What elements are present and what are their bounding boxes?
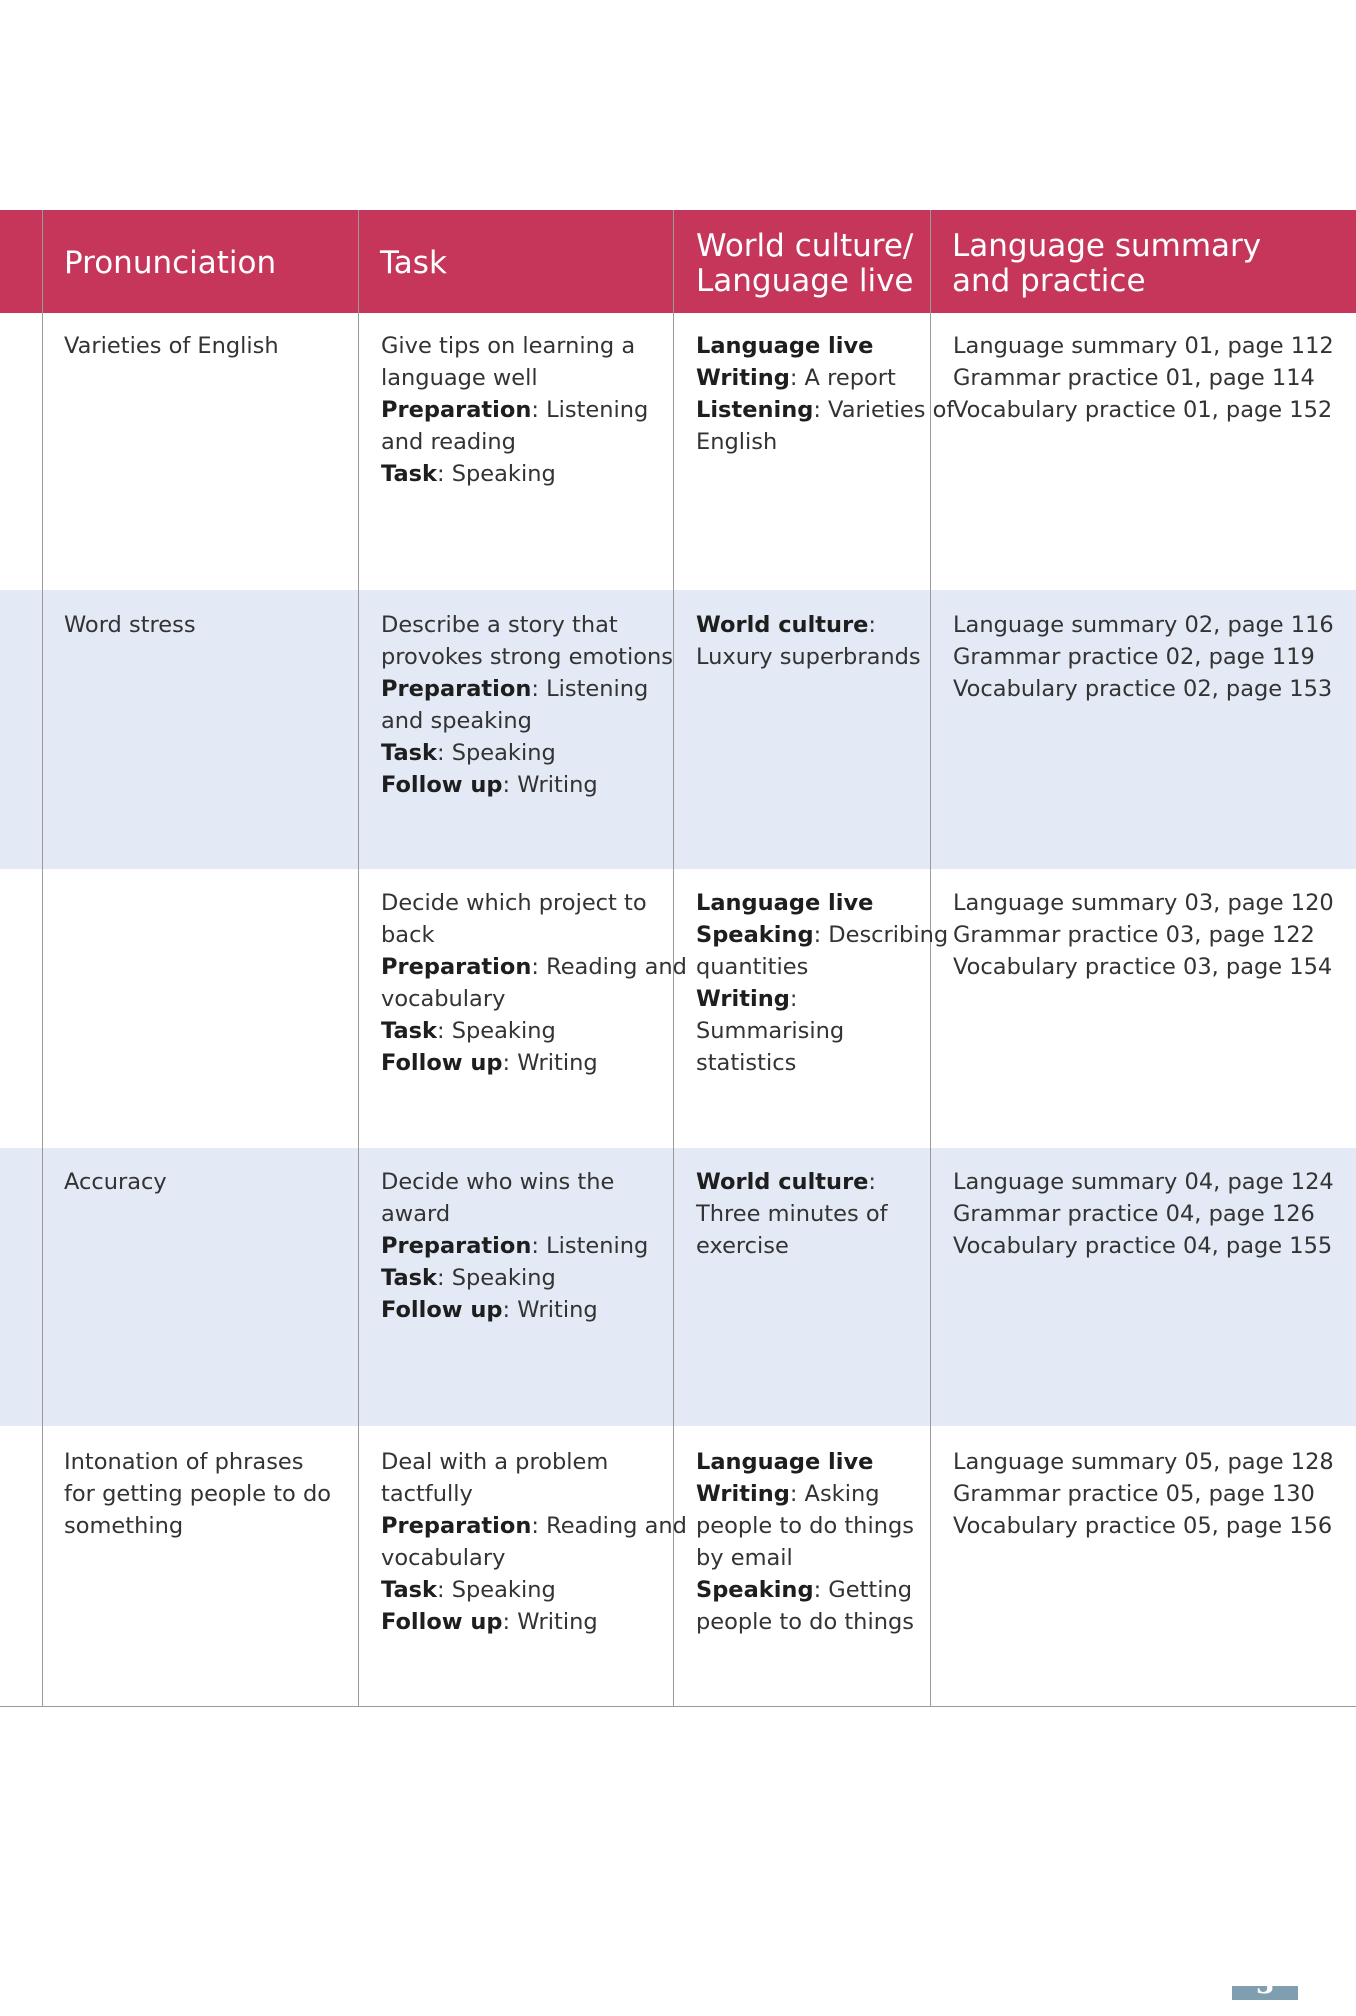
row-4-pronunciation-cell bbox=[64, 1166, 167, 1198]
cell-line: Grammar practice 04, page 126 bbox=[953, 1201, 1315, 1227]
cell-line-bold: Language live bbox=[696, 1449, 874, 1475]
header-task: Task bbox=[380, 245, 447, 281]
cell-line-text: and reading bbox=[381, 429, 516, 455]
cell-line bbox=[381, 951, 687, 983]
cell-line: Language summary 04, page 124 bbox=[953, 1169, 1334, 1195]
cell-line-text: : Describing bbox=[813, 922, 949, 948]
cell-line: Grammar practice 03, page 122 bbox=[953, 922, 1315, 948]
cell-line-text: by email bbox=[696, 1545, 793, 1571]
cell-line-text: : Getting bbox=[813, 1577, 913, 1603]
cell-line-text: : Speaking bbox=[437, 1577, 556, 1603]
cell-line bbox=[696, 1446, 914, 1478]
cell-line bbox=[381, 1262, 648, 1294]
row-2-world-cell bbox=[696, 609, 921, 673]
cell-line-text: : Writing bbox=[502, 1297, 598, 1323]
cell-line-text: : Reading and bbox=[531, 954, 687, 980]
cell-line-bold: Preparation bbox=[381, 676, 532, 702]
cell-line-text: : Speaking bbox=[437, 740, 556, 766]
cell-line bbox=[381, 1606, 687, 1638]
cell-line-bold: Task bbox=[381, 1265, 437, 1291]
cell-line bbox=[381, 1198, 648, 1230]
cell-line-text: statistics bbox=[696, 1050, 797, 1076]
cell-line bbox=[381, 1510, 687, 1542]
cell-line-text: Give tips on learning a bbox=[381, 333, 636, 359]
cell-line-text: : Listening bbox=[531, 397, 649, 423]
cell-line-text: : Speaking bbox=[437, 1018, 556, 1044]
cell-line bbox=[696, 394, 954, 426]
cell-line bbox=[696, 919, 948, 951]
cell-line bbox=[381, 887, 687, 919]
cell-line-text: Deal with a problem bbox=[381, 1449, 609, 1475]
row-5-task-cell bbox=[381, 1446, 687, 1638]
cell-line: Accuracy bbox=[64, 1169, 167, 1195]
cell-line bbox=[696, 1198, 888, 1230]
cell-line bbox=[696, 330, 954, 362]
cell-line-text: provokes strong emotions bbox=[381, 644, 673, 670]
cell-line-text: quantities bbox=[696, 954, 809, 980]
cell-line bbox=[381, 362, 648, 394]
cell-line-text: : Speaking bbox=[437, 461, 556, 487]
cell-line-text: : Asking bbox=[789, 1481, 880, 1507]
cell-line bbox=[381, 1047, 687, 1079]
cell-line-text: Decide which project to bbox=[381, 890, 647, 916]
row-1-task-cell bbox=[381, 330, 648, 490]
row-4-summary-cell bbox=[953, 1166, 1334, 1262]
cell-line: Intonation of phrases bbox=[64, 1449, 304, 1475]
row-1-world-cell bbox=[696, 330, 954, 458]
header-pronunciation: Pronunciation bbox=[64, 245, 277, 281]
cell-line-text: : Listening bbox=[531, 1233, 649, 1259]
cell-line-text: : Writing bbox=[502, 1050, 598, 1076]
cell-line-text: exercise bbox=[696, 1233, 789, 1259]
cell-line-text: : bbox=[789, 986, 798, 1012]
cell-line bbox=[381, 609, 673, 641]
cell-line-bold: Task bbox=[381, 461, 437, 487]
row-5-summary-cell bbox=[953, 1446, 1334, 1542]
cell-line-bold: Follow up bbox=[381, 772, 503, 798]
cell-line-bold: Follow up bbox=[381, 1609, 503, 1635]
cell-line bbox=[696, 1230, 888, 1262]
cell-line-text: award bbox=[381, 1201, 451, 1227]
cell-line-bold: Preparation bbox=[381, 954, 532, 980]
cell-line: Vocabulary practice 04, page 155 bbox=[953, 1233, 1333, 1259]
column-divider-1 bbox=[42, 210, 43, 1706]
row-5-world-cell bbox=[696, 1446, 914, 1638]
cell-line-text: : Writing bbox=[502, 772, 598, 798]
cell-line-text: : Speaking bbox=[437, 1265, 556, 1291]
row-4-task-cell bbox=[381, 1166, 648, 1326]
cell-line-text: : Reading and bbox=[531, 1513, 687, 1539]
cell-line bbox=[381, 1574, 687, 1606]
cell-line bbox=[381, 673, 673, 705]
cell-line: Word stress bbox=[64, 612, 196, 638]
cell-line: Language summary 03, page 120 bbox=[953, 890, 1334, 916]
cell-line-bold: Follow up bbox=[381, 1050, 503, 1076]
cell-line: Varieties of English bbox=[64, 333, 279, 359]
cell-line bbox=[381, 394, 648, 426]
row-2-task-cell bbox=[381, 609, 673, 801]
cell-line-bold: Speaking bbox=[696, 1577, 814, 1603]
cell-line-text: vocabulary bbox=[381, 986, 506, 1012]
cell-line bbox=[696, 951, 948, 983]
cell-line bbox=[696, 609, 921, 641]
cell-line-text: : Listening bbox=[531, 676, 649, 702]
cell-line bbox=[381, 919, 687, 951]
cell-line bbox=[381, 1478, 687, 1510]
cell-line-text: : Varieties of bbox=[813, 397, 955, 423]
cell-line: something bbox=[64, 1513, 184, 1539]
cell-line: Grammar practice 02, page 119 bbox=[953, 644, 1315, 670]
cell-line bbox=[696, 1015, 948, 1047]
cell-line-text: people to do things bbox=[696, 1513, 914, 1539]
cell-line-bold: World culture bbox=[696, 612, 869, 638]
column-divider-2 bbox=[358, 210, 359, 1706]
cell-line-text: English bbox=[696, 429, 778, 455]
cell-line bbox=[381, 330, 648, 362]
cell-line-text: Luxury superbrands bbox=[696, 644, 921, 670]
cell-line-text: Describe a story that bbox=[381, 612, 618, 638]
row-5-pronunciation-cell bbox=[64, 1446, 331, 1542]
cell-line-bold: Writing bbox=[696, 1481, 790, 1507]
cell-line-bold: World culture bbox=[696, 1169, 869, 1195]
cell-line bbox=[381, 1015, 687, 1047]
cell-line: Vocabulary practice 05, page 156 bbox=[953, 1513, 1333, 1539]
cell-line-text: and speaking bbox=[381, 708, 532, 734]
cell-line-bold: Language live bbox=[696, 890, 874, 916]
cell-line bbox=[381, 1230, 648, 1262]
row-3-task-cell bbox=[381, 887, 687, 1079]
cell-line bbox=[696, 426, 954, 458]
cell-line bbox=[381, 983, 687, 1015]
cell-line bbox=[696, 1478, 914, 1510]
cell-line bbox=[696, 983, 948, 1015]
cell-line-bold: Task bbox=[381, 1577, 437, 1603]
cell-line bbox=[381, 458, 648, 490]
cell-line-bold: Language live bbox=[696, 333, 874, 359]
cell-line-text: : A report bbox=[789, 365, 896, 391]
cell-line: Grammar practice 01, page 114 bbox=[953, 365, 1315, 391]
cell-line-bold: Preparation bbox=[381, 1513, 532, 1539]
cell-line-text: people to do things bbox=[696, 1609, 914, 1635]
cell-line bbox=[696, 887, 948, 919]
cell-line bbox=[381, 737, 673, 769]
cell-line bbox=[381, 1166, 648, 1198]
cell-line-text: Summarising bbox=[696, 1018, 845, 1044]
row-2-pronunciation-cell bbox=[64, 609, 196, 641]
cell-line-text: back bbox=[381, 922, 435, 948]
cell-line-text: vocabulary bbox=[381, 1545, 506, 1571]
row-3-world-cell bbox=[696, 887, 948, 1079]
cell-line-text: tactfully bbox=[381, 1481, 473, 1507]
header-world-culture: World culture/ Language live bbox=[696, 228, 914, 299]
cell-line bbox=[696, 641, 921, 673]
cell-line: for getting people to do bbox=[64, 1481, 332, 1507]
cell-line bbox=[381, 1294, 648, 1326]
cell-line: Language summary 01, page 112 bbox=[953, 333, 1334, 359]
cell-line-bold: Preparation bbox=[381, 397, 532, 423]
cell-line bbox=[381, 426, 648, 458]
cell-line bbox=[696, 1542, 914, 1574]
table-bottom-rule bbox=[0, 1706, 1356, 1707]
cell-line bbox=[381, 705, 673, 737]
cell-line bbox=[696, 362, 954, 394]
cell-line-bold: Listening bbox=[696, 397, 814, 423]
cell-line-text: : bbox=[868, 612, 877, 638]
page-number-badge: 3 bbox=[1232, 1986, 1298, 2000]
cell-line bbox=[696, 1574, 914, 1606]
cell-line bbox=[381, 641, 673, 673]
cell-line-text: Three minutes of bbox=[696, 1201, 888, 1227]
row-1-pronunciation-cell bbox=[64, 330, 279, 362]
header-language-summary: Language summary and practice bbox=[952, 228, 1262, 299]
cell-line: Vocabulary practice 03, page 154 bbox=[953, 954, 1333, 980]
cell-line: Language summary 05, page 128 bbox=[953, 1449, 1334, 1475]
cell-line-text: Decide who wins the bbox=[381, 1169, 615, 1195]
cell-line-text: : bbox=[868, 1169, 877, 1195]
cell-line bbox=[696, 1047, 948, 1079]
cell-line-bold: Writing bbox=[696, 365, 790, 391]
row-4-world-cell bbox=[696, 1166, 888, 1262]
cell-line bbox=[696, 1510, 914, 1542]
cell-line: Language summary 02, page 116 bbox=[953, 612, 1334, 638]
cell-line bbox=[381, 1542, 687, 1574]
cell-line: Grammar practice 05, page 130 bbox=[953, 1481, 1315, 1507]
row-3-summary-cell bbox=[953, 887, 1334, 983]
cell-line-bold: Preparation bbox=[381, 1233, 532, 1259]
cell-line-bold: Task bbox=[381, 740, 437, 766]
cell-line bbox=[381, 1446, 687, 1478]
cell-line-text: : Writing bbox=[502, 1609, 598, 1635]
cell-line bbox=[696, 1606, 914, 1638]
cell-line-bold: Writing bbox=[696, 986, 790, 1012]
row-1-summary-cell bbox=[953, 330, 1334, 426]
row-2-summary-cell bbox=[953, 609, 1334, 705]
cell-line-bold: Follow up bbox=[381, 1297, 503, 1323]
cell-line: Vocabulary practice 02, page 153 bbox=[953, 676, 1333, 702]
cell-line-bold: Speaking bbox=[696, 922, 814, 948]
cell-line-text: language well bbox=[381, 365, 538, 391]
cell-line bbox=[696, 1166, 888, 1198]
cell-line bbox=[381, 769, 673, 801]
cell-line-bold: Task bbox=[381, 1018, 437, 1044]
cell-line: Vocabulary practice 01, page 152 bbox=[953, 397, 1333, 423]
